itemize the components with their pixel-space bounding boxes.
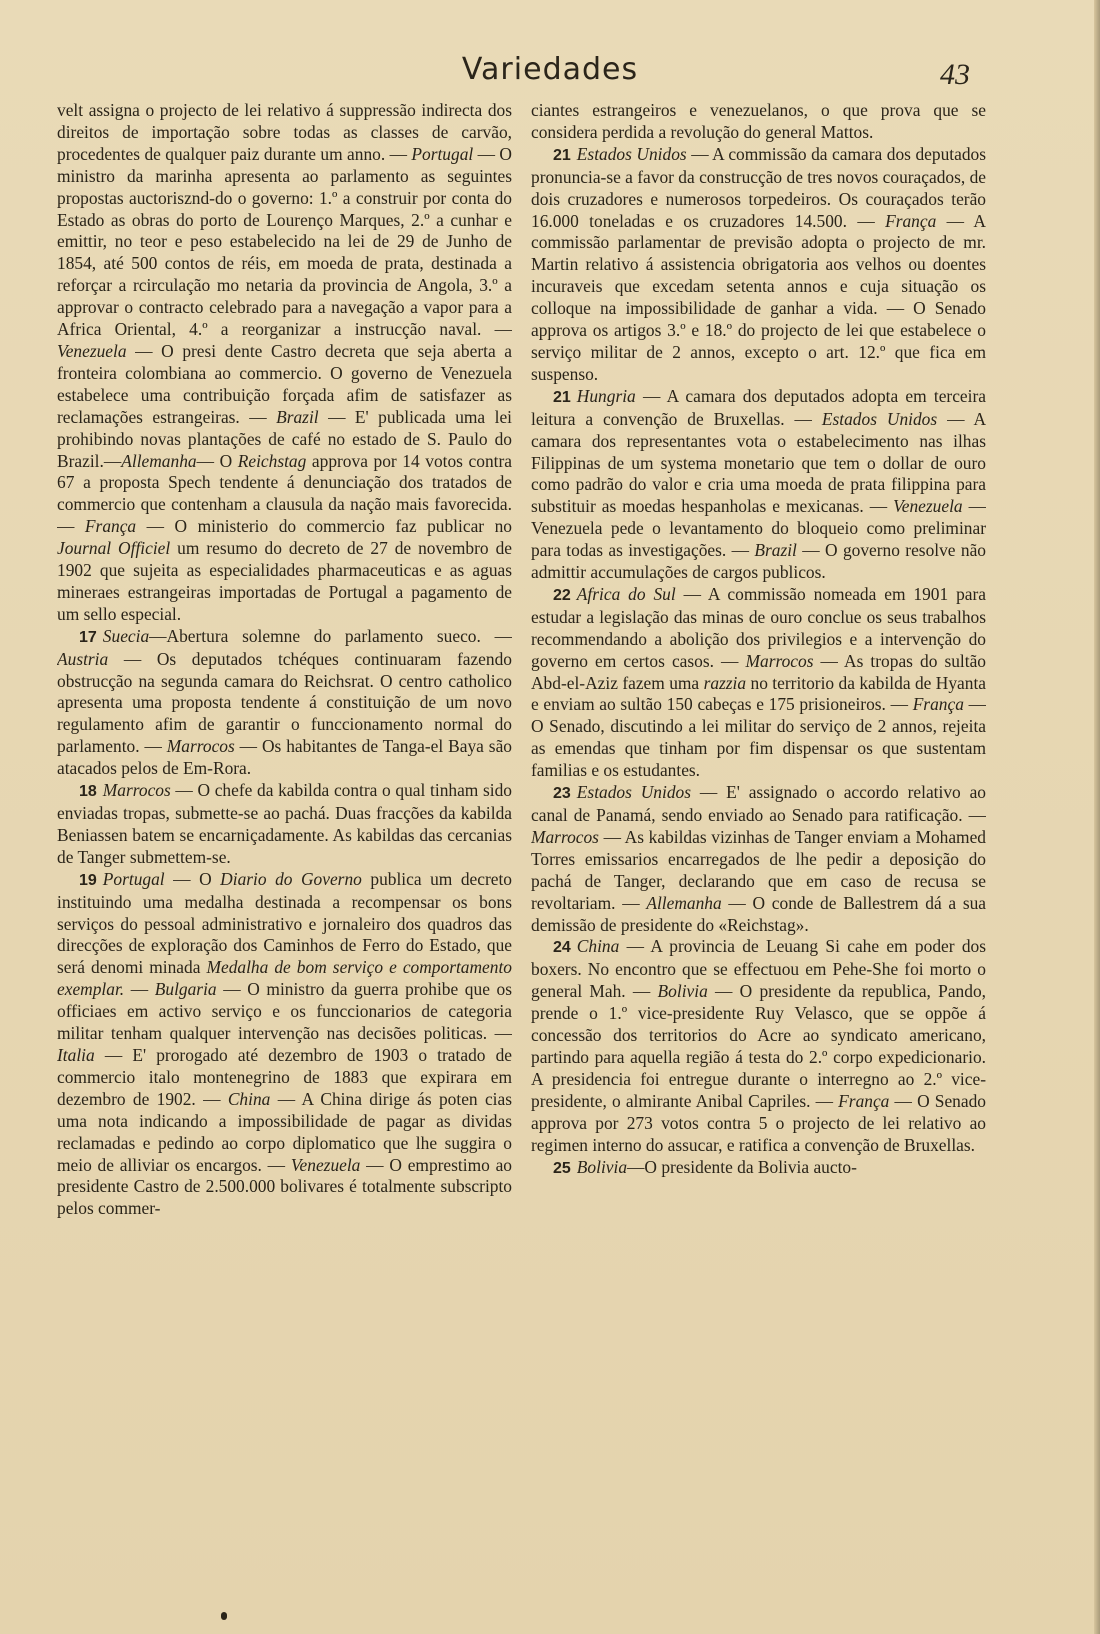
- text-run: approva por 14 votos contra 67 a proposta Spech tendente á denunciação dos tratados de commercio que contenham a clausula da nação mais favorecida. —: [57, 450, 512, 537]
- day-entry: [531, 936, 986, 1156]
- text-run: — O ministro da marinha apresenta ao parlamento as seguintes propostas auctorisznd-do o governo: 1.º a construir por conta do Estado as obras do porto de Lourenço Marques, 2.º a cunhar e emittir, no teor e peso estabelecido na lei de 29 de Junho de 1854, até 500 contos de réis, em moeda de prata, destinada a reforçar a rcirculação mo netaria da provincia de Angola, 3.º a approvar o contracto celebrado para a navegação a vapor para a Africa Oriental, 4.º a reorganizar a instrucção naval. —: [57, 143, 512, 340]
- running-title: Variedades: [461, 52, 639, 87]
- text-run: — A commissão nomeada em 1901 para estudar a legislação das minas de ouro conclue os seus trabalhos recommendando a abolição dos privilegios e a intervenção do governo em certos casos. —: [531, 583, 986, 671]
- country-keyword: Brazil: [754, 540, 797, 561]
- country-keyword: Allemanha: [121, 450, 197, 471]
- country-keyword: França: [912, 694, 964, 715]
- day-entry: [57, 869, 512, 1221]
- country-keyword: China: [576, 936, 620, 957]
- text-run: — Os habitantes de Tanga-el Baya são atacados pelos de Em-Rora.: [57, 736, 512, 779]
- day-entry: [57, 626, 512, 780]
- text-run: — O ministro da guerra prohibe que os officiaes em activo serviço e os funccionarios de categoria militar tenham qualquer intervenção nas decisões politicas. —: [57, 979, 512, 1044]
- country-keyword: Venezuela: [893, 496, 963, 517]
- text-run: — O conde de Ballestrem dá a sua demissão de presidente do «Reichstag».: [531, 892, 986, 935]
- country-keyword: Venezuela: [57, 340, 127, 361]
- day-entry: [531, 584, 986, 782]
- country-keyword: Journal Officiel: [57, 538, 171, 559]
- country-keyword: Bolivia: [576, 1156, 628, 1177]
- country-keyword: Diario do Governo: [220, 868, 362, 889]
- text-run: — A China dirige ás poten cias uma nota indicando a impossibilidade de pagar as dividas reclamadas e pedindo ao corpo diplomatico que lhe suggira o meio de alliviar os encargos. —: [57, 1088, 512, 1175]
- day-number: 21: [553, 146, 571, 164]
- left-column: [57, 100, 512, 1580]
- country-keyword: razzia: [703, 672, 747, 693]
- page-edge: [1094, 0, 1100, 1634]
- country-keyword: Austria: [57, 648, 109, 669]
- continued-paragraph: [531, 100, 986, 144]
- day-number: 18: [79, 783, 97, 801]
- text-run: — E' prorogado até dezembro de 1903 o tratado de commercio italo montenegrino de 1883 que expirara em dezembro de 1902. —: [57, 1044, 512, 1109]
- country-keyword: Suecia: [102, 625, 150, 646]
- text-run: — As tropas do sultão Abd-el-Aziz fazem uma: [531, 650, 986, 693]
- text-run: — A camara dos representantes vota o estabelecimento nas ilhas Filippinas de um systema monetario que tem o dollar de ouro como padrão do valor e cria uma moeda de prata filippina para substituir as moedas hespanholas e mexicanas. —: [531, 408, 986, 517]
- day-number: 17: [79, 628, 97, 646]
- text-run: — A commissão da camara dos deputados pronuncia-se a favor da construcção de tres novos couraçados, de dois cruzadores e numerosos torpedeiros. Os couraçados terão 16.000 toneladas e os cruzadores 14.500. —: [531, 143, 986, 231]
- country-keyword: Allemanha: [646, 892, 722, 913]
- ink-dot: [221, 1612, 227, 1620]
- country-keyword: Venezuela: [290, 1154, 361, 1175]
- text-run: no territorio da kabilda de Hyanta e enviam ao sultão 150 cabeças e 175 prisioneiros. —: [531, 672, 986, 715]
- country-keyword: França: [885, 210, 937, 231]
- country-keyword: Reichstag: [237, 450, 307, 471]
- text-run: — E' publicada uma lei prohibindo novas plantações de café no estado de S. Paulo do Brazil.—: [57, 406, 512, 471]
- day-entry: [531, 386, 986, 584]
- country-keyword: Italia: [57, 1044, 95, 1065]
- text-run: um resumo do decreto de 27 de novembro de 1902 que sujeita as especialidades pharmaceuticas e as aguas mineraes estrangeiras importadas de Portugal a pagamento de um sello especial.: [57, 538, 512, 624]
- text-run: — O Senado approva por 273 votos contra 5 o projecto de lei relativo ao regimen interno do assucar, e ratifica a convenção de Bruxellas.: [531, 1090, 986, 1155]
- country-keyword: Estados Unidos: [576, 782, 691, 803]
- country-keyword: Marrocos: [531, 826, 599, 847]
- country-keyword: Estados Unidos: [576, 143, 687, 164]
- right-column: [531, 100, 986, 1580]
- day-entry: [531, 782, 986, 936]
- country-keyword: Africa do Sul: [576, 583, 676, 604]
- text-run: — O governo resolve não admittir accumulações de cargos publicos.: [531, 540, 986, 583]
- text-run: — E' assignado o accordo relativo ao canal de Panamá, sendo enviado ao Senado para ratificação. —: [531, 782, 986, 825]
- day-number: 23: [553, 785, 571, 803]
- day-entry: [531, 1157, 986, 1180]
- country-keyword: China: [227, 1088, 271, 1109]
- text-run: — O: [164, 868, 221, 889]
- continued-paragraph: [57, 100, 512, 626]
- text-run: — A commissão parlamentar de previsão adopta o projecto de mr. Martin relativo á assistencia obrigatoria aos velhos ou doentes incuraveis que excedam setenta annos e cuja situação os colloque na impossibilidade de ganhar a vida. — O Senado approva os artigos 3.º e 18.º do projecto de lei que estabelece o serviço militar de 2 annos, excepto o art. 12.º que fica em suspenso.: [531, 210, 986, 384]
- text-run: — O chefe da kabilda contra o qual tinham sido enviadas tropas, submette-se ao pachá. Duas fracções da kabilda Beniassen batem se encarniçadamente. As kabildas das cercanias de Tanger submettem-se.: [57, 780, 512, 867]
- country-keyword: Bulgaria: [154, 979, 217, 1000]
- text-run: — A camara dos deputados adopta em terceira leitura a convenção de Bruxellas. —: [531, 385, 986, 429]
- text-run: — As kabildas vizinhas de Tanger enviam a Mohamed Torres emissarios encarregados de lhe pedir a deposição do pachá de Tanger, declarando que em caso de recusa se revoltariam. —: [531, 826, 986, 913]
- text-run: —O presidente da Bolivia aucto-: [627, 1156, 857, 1177]
- text-run: — O ministerio do commercio faz publicar no: [136, 516, 512, 537]
- text-run: ciantes estrangeiros e venezuelanos, o que prova que se considera perdida a revolução do general Mattos.: [531, 100, 986, 142]
- text-run: —: [124, 979, 155, 1000]
- country-keyword: Brazil: [276, 406, 319, 427]
- day-number: 24: [553, 939, 571, 957]
- day-number: 21: [553, 388, 571, 406]
- country-keyword: Hungria: [576, 385, 636, 406]
- day-number: 25: [553, 1159, 571, 1177]
- country-keyword: Estados Unidos: [821, 408, 938, 429]
- text-run: — O emprestimo ao presidente Castro de 2.500.000 bolivares é totalmente subscripto pelos commer-: [57, 1154, 512, 1219]
- text-run: — Os deputados tchéques continuaram fazendo obstrucção na segunda camara do Reichsrat. O centro catholico apresenta uma proposta tendente á constituição de um novo regulamento afim de garantir o funccionamento normal do parlamento. —: [57, 648, 512, 757]
- country-keyword: França: [84, 516, 137, 537]
- country-keyword: Portugal: [411, 143, 474, 164]
- text-run: velt assigna o projecto de lei relativo á suppressão indirecta dos direitos de importação sobre todas as classes de carvão, procedentes de qualquer paiz durante um anno. —: [57, 100, 512, 164]
- text-run: — A provincia de Leuang Si cahe em poder dos boxers. No encontro que se effectuou em Pehe-She foi morto o general Mah. —: [531, 936, 986, 1002]
- country-keyword: Marrocos: [745, 650, 814, 671]
- country-keyword: Marrocos: [166, 736, 235, 757]
- day-entry: [531, 144, 986, 386]
- day-entry: [57, 780, 512, 869]
- country-keyword: Marrocos: [102, 780, 171, 801]
- day-number: 22: [553, 586, 571, 604]
- text-run: — O: [196, 450, 238, 471]
- country-keyword: Bolivia: [657, 981, 708, 1002]
- page-number: 43: [940, 58, 970, 91]
- country-keyword: Medalha de bom serviço e comportamento exemplar.: [57, 957, 512, 1000]
- text-run: publica um decreto instituindo uma medalha destinada a recompensar os bons serviços do pessoal administrativo e jornaleiro dos quadros das direcções de exploração dos Caminhos de Ferro do Estado, que será denomi minada: [57, 868, 512, 978]
- country-keyword: Portugal: [102, 868, 165, 889]
- text-run: — Venezuela pede o levantamento do bloqueio como preliminar para todas as investigações. —: [531, 496, 986, 561]
- day-number: 19: [79, 871, 97, 889]
- text-run: —Abertura solemne do parlamento sueco. —: [149, 625, 512, 646]
- text-run: — O presi dente Castro decreta que seja aberta a fronteira colombiana ao commercio. O governo de Venezuela estabelece uma contribuição forçada afim de satisfazer as reclamações estrangeiras. —: [57, 340, 512, 427]
- text-run: — O Senado, discutindo a lei militar do serviço de 2 annos, rejeita as emendas que tinham por fim dispensar os que sustentam familias e os estudantes.: [531, 694, 986, 781]
- text-run: — O presidente da republica, Pando, prende o 1.º vice-presidente Ruy Velasco, que se oppõe á concessão dos territorios do Acre ao syndicato americano, partindo para aquella região á testa do 2.º corpo expedicionario. A presidencia foi entregue durante o interregno ao 2.º vice-presidente, o almirante Anibal Capriles. —: [531, 981, 986, 1111]
- country-keyword: França: [838, 1090, 890, 1111]
